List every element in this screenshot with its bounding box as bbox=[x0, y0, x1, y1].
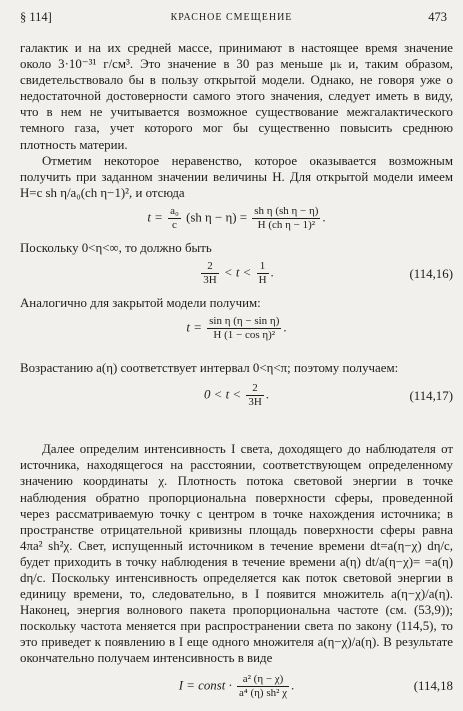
paragraph-5: Возрастанию a(η) соответствует интервал 0<η<π; поэтому получаем: bbox=[20, 361, 399, 376]
equation-114-17: 0 < t < $\frac{2}{3H}$ . (114,17) bbox=[203, 382, 453, 409]
equation-114-18: I = const · $\frac{\text{a² (η − χ)}}{\text{a⁴ (η) sh² χ}}$ . (114,18 bbox=[178, 672, 453, 699]
eq1-fraction-a: $\frac{\text{a₀}}{c}$ bbox=[170, 204, 179, 231]
paragraph-6: Далее определим интенсивность I света, доходящего до наблюдателя от источника, находящегося на расстоянии, соответствующем определенному значению координаты χ. Плотность потока световой энергии в точке наблюдения обратно пропорциональна поверхности сферы, проведенной через рассматриваемую точку с центром в точке нахождения источника; в пространстве отрицательной кривизны площадь поверхности сферы равна 4πa² sh²χ. Свет, испущенный источником в течение времени dt=a(η−χ) dη/c, будет приходить в точку наблюдения в течение времени a(η) dt/a(η−χ)= =a(η) dη/c. Поскольку интенсивность определяется как поток световой энергии в единицу времени, то, следовательно, в I появится множитель a(η−χ)/a(η). Наконец, энергия волнового пакета пропорциональна частоте (см. (53,9)); поскольку частота меняется при распространении света по закону (114,5), то это приведет к появлению в I еще одного множителя a(η−χ)/a(η). В результате окончательно получаем интенсивность в виде bbox=[20, 442, 453, 666]
equation-number: (114,16) bbox=[409, 266, 453, 281]
running-header bbox=[0, 10, 463, 30]
eq5-fraction: $\frac{\text{a² (η − χ)}}{\text{a⁴ (η) sh² χ}}$ bbox=[239, 672, 288, 699]
paragraph-2: Отметим некоторое неравенство, которое оказывается возможным получить при заданном значении величины H. Для открытой модели имеем H=c sh η/a₀(ch η−1)², и отсюда bbox=[20, 153, 453, 200]
equation-number: (114,18 bbox=[413, 678, 453, 693]
paragraph-1: галактик и на их средней массе, принимают в настоящее время значение около 3·10⁻³¹ г/см³. Это значение в 30 раз меньше μₖ и, таким образом, свидетельствовало бы в пользу открытой модели. Однако, не говоря уже о недостаточной достоверности самого этого значения, следует иметь в виду, что в нем не учитывается возможное существование межгалактического темного газа, учет которого мог бы существенно повысить среднюю плотность материи. bbox=[20, 41, 453, 152]
eq1-middle: (sh η − η) = bbox=[186, 210, 248, 225]
eq1-fraction-b: $\frac{\text{sh η (sh η − η)}}{\text{H (ch η − 1)²}}$ bbox=[254, 204, 319, 231]
equation-114-16: $\frac{2}{3H}$ < t < $\frac{1}{H}$ . (114,16) bbox=[203, 260, 453, 287]
eq2-middle: < t < bbox=[223, 265, 252, 280]
paragraph-4: Аналогично для закрытой модели получим: bbox=[20, 296, 261, 311]
eq4-lhs: 0 < t < bbox=[203, 387, 242, 402]
page-body bbox=[20, 40, 453, 702]
eq1-lhs: t = bbox=[147, 210, 163, 225]
equation-open-model-time: t = $\frac{\text{a₀}}{c}$ (sh η − η) = $\frac{\text{sh η (sh η − η)}}{\text{H (ch η − 1)²}}$ . bbox=[147, 204, 326, 231]
eq2-fraction-b: $\frac{1}{H}$ bbox=[258, 260, 267, 287]
equation-number: (114,17) bbox=[409, 388, 453, 403]
eq3-lhs: t = bbox=[186, 320, 202, 335]
page-number: 473 bbox=[428, 10, 447, 24]
eq3-fraction: $\frac{\text{sin η (η − sin η)}}{\text{H (1 − cos η)²}}$ bbox=[209, 315, 280, 342]
eq4-fraction: $\frac{2}{3H}$ bbox=[248, 382, 262, 409]
running-title: КРАСНОЕ СМЕЩЕНИЕ bbox=[170, 12, 293, 23]
paragraph-3: Поскольку 0<η<∞, то должно быть bbox=[20, 240, 212, 255]
eq5-lhs: I = const · bbox=[178, 677, 232, 692]
eq2-fraction-a: $\frac{2}{3H}$ bbox=[203, 260, 217, 287]
section-number: § 114] bbox=[20, 10, 52, 24]
equation-closed-model-time: t = $\frac{\text{sin η (η − sin η)}}{\text{H (1 − cos η)²}}$ . bbox=[186, 315, 287, 342]
